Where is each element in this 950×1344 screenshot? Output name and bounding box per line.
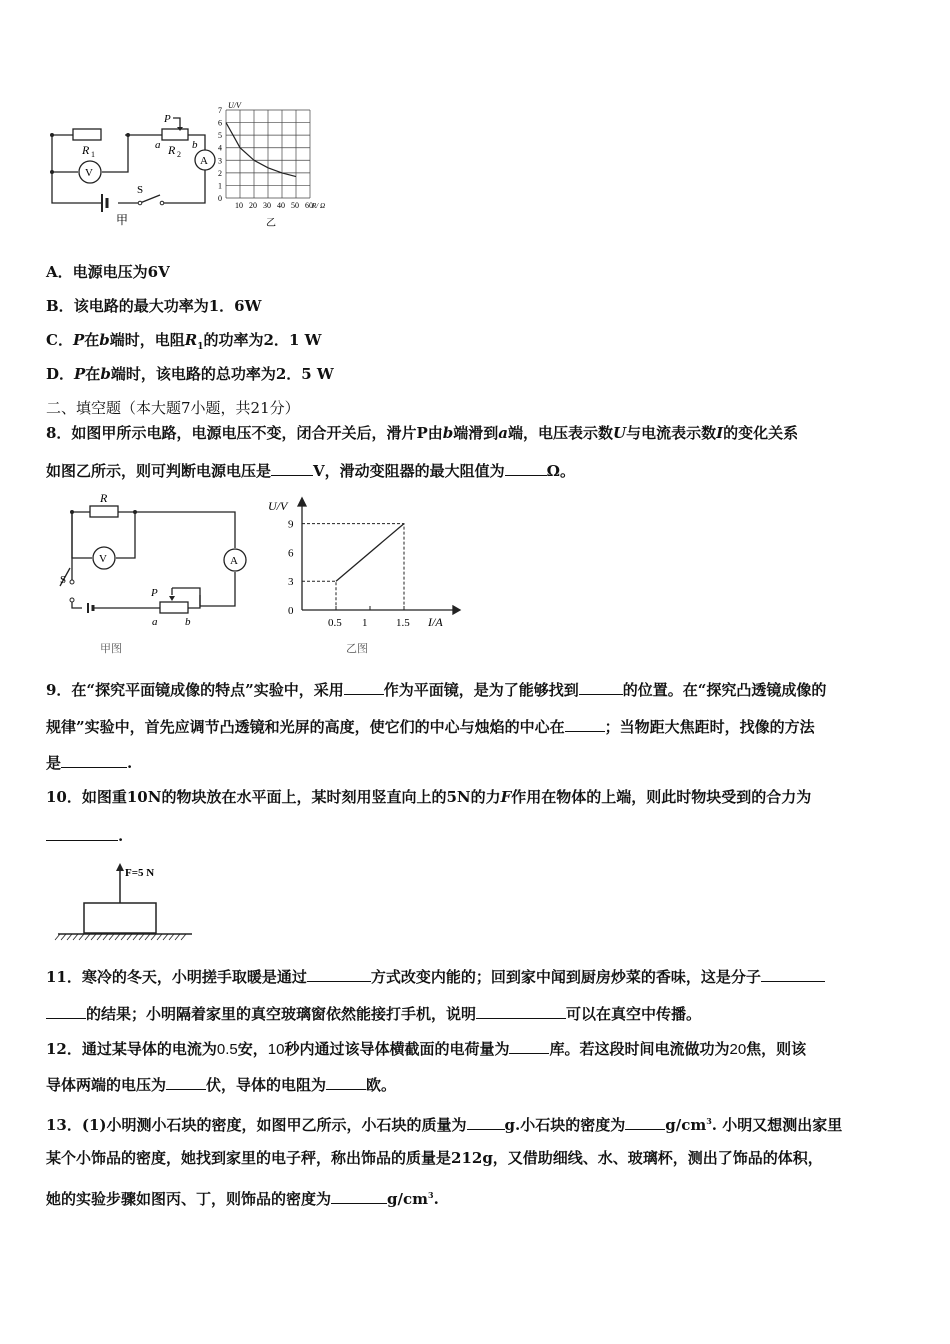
question-10-line-2: . [46, 826, 123, 846]
x-tick-label: 20 [249, 201, 257, 210]
option-c: C．P在b端时，电阻$R_1$的功率为2．1 W [46, 331, 322, 352]
ground-hatch [61, 934, 66, 940]
y-tick-label: 3 [288, 576, 294, 589]
terminal-a-label: a [155, 139, 161, 151]
block [84, 903, 156, 933]
answer-blank[interactable] [509, 1039, 549, 1054]
switch-label: S [137, 184, 144, 196]
ammeter-symbol: A [200, 155, 208, 167]
y-tick-label: 5 [218, 131, 222, 141]
question-9-line-1: 9．在“探究平面镜成像的特点”实验中，采用 作为平面镜，是为了能够找到 的位置。在“探究凸透镜成像的 [46, 681, 827, 699]
r2-label: R [168, 143, 176, 157]
figure-q7-graph [208, 98, 333, 233]
rheostat [160, 602, 188, 613]
figure-q10-block [52, 858, 202, 944]
voltmeter-symbol: V [99, 553, 107, 565]
option-b: B．该电路的最大功率为1．6W [46, 297, 262, 315]
ground-hatch [121, 934, 126, 940]
y-tick-label: 4 [218, 143, 222, 153]
guide-dash [302, 581, 336, 610]
ground-hatch [91, 934, 96, 940]
r2-subscript: 2 [177, 150, 181, 159]
question-13-line-3: 她的实验步骤如图丙、丁，则饰品的密度为 $g/cm^3$. [46, 1190, 439, 1208]
x-tick-label: 50 [291, 201, 299, 210]
answer-blank[interactable] [467, 1115, 505, 1130]
switch-label: S [60, 574, 67, 586]
ground-hatch [163, 934, 168, 940]
y-tick-label: 6 [218, 118, 222, 128]
figure-q7-circuit [40, 100, 225, 230]
ground-hatch [151, 934, 156, 940]
x-tick-label: 10 [235, 201, 243, 210]
answer-blank[interactable] [307, 967, 371, 982]
answer-blank[interactable] [271, 461, 313, 476]
question-13-line-1: 13．(1)小明测小石块的密度，如图甲乙所示，小石块的质量为 g.小石块的密度为 $g/cm^3$. 小明又想测出家里 [46, 1116, 843, 1134]
slider-p-label: P [164, 113, 171, 125]
figure-caption-jiatu: 甲图 [100, 643, 122, 655]
ground-hatch [55, 934, 60, 940]
figure-caption-yi: 乙 [266, 218, 276, 229]
ground-hatch [109, 934, 114, 940]
y-tick-label: 7 [218, 106, 222, 115]
y-tick-label: 2 [218, 168, 222, 178]
question-8-line-2: 如图乙所示，则可判断电源电压是 V，滑动变阻器的最大阻值为 Ω。 [46, 462, 576, 480]
answer-blank[interactable] [476, 1004, 566, 1019]
x-tick-label: 60 [305, 201, 313, 210]
question-13-line-2: 某个小饰品的密度，她找到家里的电子秤，称出饰品的质量是212g，又借助细线、水、玻璃杯，测出了饰品的体积， [46, 1149, 823, 1167]
terminal-b-label: b [185, 616, 191, 628]
ground-hatch [79, 934, 84, 940]
resistor-r1 [73, 129, 101, 140]
question-11-line-2: 的结果；小明隔着家里的真空玻璃窗依然能接打手机，说明 可以在真空中传播。 [46, 1004, 701, 1024]
question-11-line-1: 11．寒冷的冬天，小明搓手取暖是通过 方式改变内能的；回到家中闻到厨房炒菜的香味，这是分子 [46, 967, 825, 987]
question-12-line-2: 导体两端的电压为 伏，导体的电阻为 欧。 [46, 1076, 397, 1094]
question-9-line-3: 是 . [46, 754, 133, 772]
y-tick-label: 9 [288, 518, 294, 531]
ground-hatch [133, 934, 138, 940]
x-tick-label: 40 [277, 201, 285, 210]
ground-hatch [85, 934, 90, 940]
ground-hatch [175, 934, 180, 940]
x-axis-label: I/A [428, 615, 443, 629]
slider-p-label: P [151, 587, 158, 599]
answer-blank[interactable] [331, 1189, 387, 1204]
x-tick-label: 1 [362, 617, 368, 629]
ground-hatch [73, 934, 78, 940]
ground-hatch [67, 934, 72, 940]
answer-blank[interactable] [61, 753, 127, 768]
y-tick-label: 6 [288, 547, 294, 560]
question-9-line-2: 规律”实验中，首先应调节凸透镜和光屏的高度，使它们的中心与烛焰的中心在 ；当物距大焦距时，找像的方法 [46, 718, 815, 736]
ground-hatch [115, 934, 120, 940]
answer-blank[interactable] [761, 967, 825, 982]
force-label: F=5 N [125, 867, 155, 879]
x-tick-label: 30 [263, 201, 271, 210]
y-tick-label: 1 [218, 181, 222, 191]
option-a: A．电源电压为6V [46, 263, 170, 281]
option-d: D．P在b端时，该电路的总功率为2．5 W [46, 365, 334, 383]
question-8-line-1: 8．如图甲所示电路，电源电压不变，闭合开关后，滑片P由b端滑到a端，电压表示数U与电流表示数I的变化关系 [46, 424, 799, 442]
figure-caption-jia: 甲 [116, 213, 129, 227]
question-12-line-1: 12．通过某导体的电流为0.5安，10秒内通过该导体横截面的电荷量为 库。若这段时间电流做功为20焦，则该 [46, 1040, 807, 1058]
ground-hatch [97, 934, 102, 940]
ground-hatch [169, 934, 174, 940]
ground-hatch [103, 934, 108, 940]
r-label: R [100, 491, 108, 505]
ground-hatch [157, 934, 162, 940]
u-r-curve [226, 123, 296, 177]
answer-blank[interactable] [46, 1004, 86, 1019]
ammeter-symbol: A [230, 555, 238, 567]
figure-q8-circuit [40, 490, 250, 660]
answer-blank[interactable] [565, 717, 605, 732]
answer-blank[interactable] [166, 1075, 206, 1090]
rheostat-r2 [162, 129, 188, 140]
x-tick-label: 1.5 [396, 617, 410, 629]
y-tick-label: 0 [218, 194, 222, 203]
terminal-b-label: b [192, 139, 198, 151]
y-tick-label: 0 [288, 605, 294, 617]
ground-hatch [139, 934, 144, 940]
figure-q8-graph [268, 492, 468, 662]
voltmeter-symbol: V [85, 167, 93, 179]
answer-blank[interactable] [46, 826, 118, 841]
ground-hatch [127, 934, 132, 940]
r1-label: R [82, 143, 90, 157]
question-10-line-1: 10．如图重10N的物块放在水平面上，某时刻用竖直向上的5N的力F作用在物体的上端，则此时物块受到的合力为 [46, 788, 812, 806]
x-tick-label: 0.5 [328, 617, 342, 629]
r1-subscript: 1 [91, 150, 95, 159]
answer-blank[interactable] [344, 680, 384, 695]
answer-blank[interactable] [505, 461, 547, 476]
figure-caption-yitu: 乙图 [346, 643, 368, 655]
y-axis-label: U/V [268, 499, 288, 513]
section-heading: 二、填空题（本大题7小题，共21分） [46, 399, 300, 417]
x-axis-label: R/ Ω [312, 202, 326, 210]
y-tick-label: 3 [218, 156, 222, 166]
answer-blank[interactable] [326, 1075, 366, 1090]
ground-hatch [145, 934, 150, 940]
u-i-line [336, 524, 404, 582]
y-axis-label: U/V [228, 101, 241, 110]
ground-hatch [181, 934, 186, 940]
resistor-r [90, 506, 118, 517]
answer-blank[interactable] [579, 680, 623, 695]
terminal-a-label: a [152, 616, 158, 628]
answer-blank[interactable] [625, 1115, 665, 1130]
